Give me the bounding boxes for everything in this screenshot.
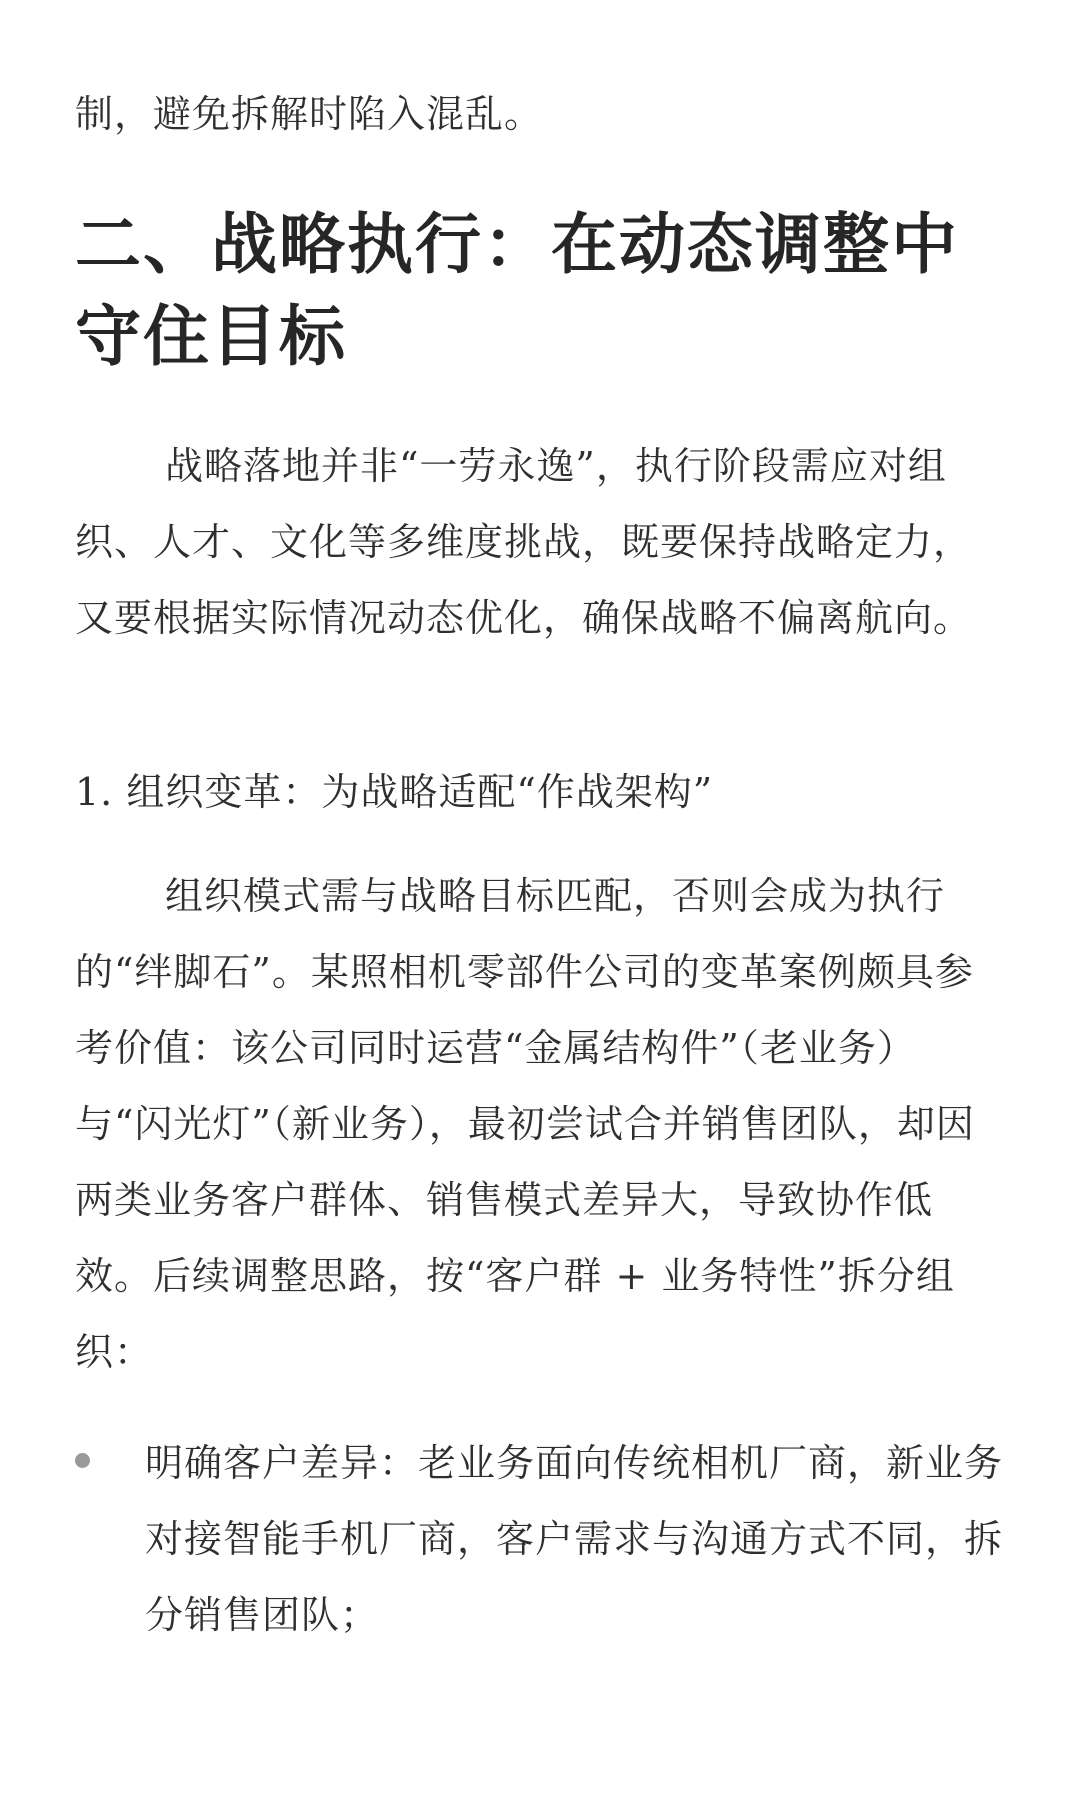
bullet-dot-icon [75, 1453, 90, 1468]
list-item [75, 1425, 1015, 1653]
lead-paragraph-fragment: 制，避免拆解时陷入混乱。 [75, 92, 544, 136]
bullet-text: 明确客户差异：老业务面向传统相机厂商，新业务对接智能手机厂商，客户需求与沟通方式不同，拆分销售团队； [145, 1441, 1004, 1637]
bullet-list [75, 1425, 1015, 1653]
subsection-heading: 1. 组织变革：为战略适配“作战架构” [75, 770, 714, 814]
intro-paragraph: 战略落地并非“一劳永逸”，执行阶段需应对组织、人才、文化等多维度挑战，既要保持战略定力，又要根据实际情况动态优化，确保战略不偏离航向。 [75, 444, 973, 640]
section-heading: 二、战略执行：在动态调整中守住目标 [75, 205, 959, 375]
case-study-paragraph: 组织模式需与战略目标匹配，否则会成为执行的“绊脚石”。某照相机零部件公司的变革案例颇具参考价值：该公司同时运营“金属结构件”（老业务）与“闪光灯”（新业务），最初尝试合并销售团队，却因两类业务客户群体、销售模式差异大，导致协作低效。后续调整思路，按“客户群 + 业务特性”拆分组织： [75, 874, 975, 1374]
